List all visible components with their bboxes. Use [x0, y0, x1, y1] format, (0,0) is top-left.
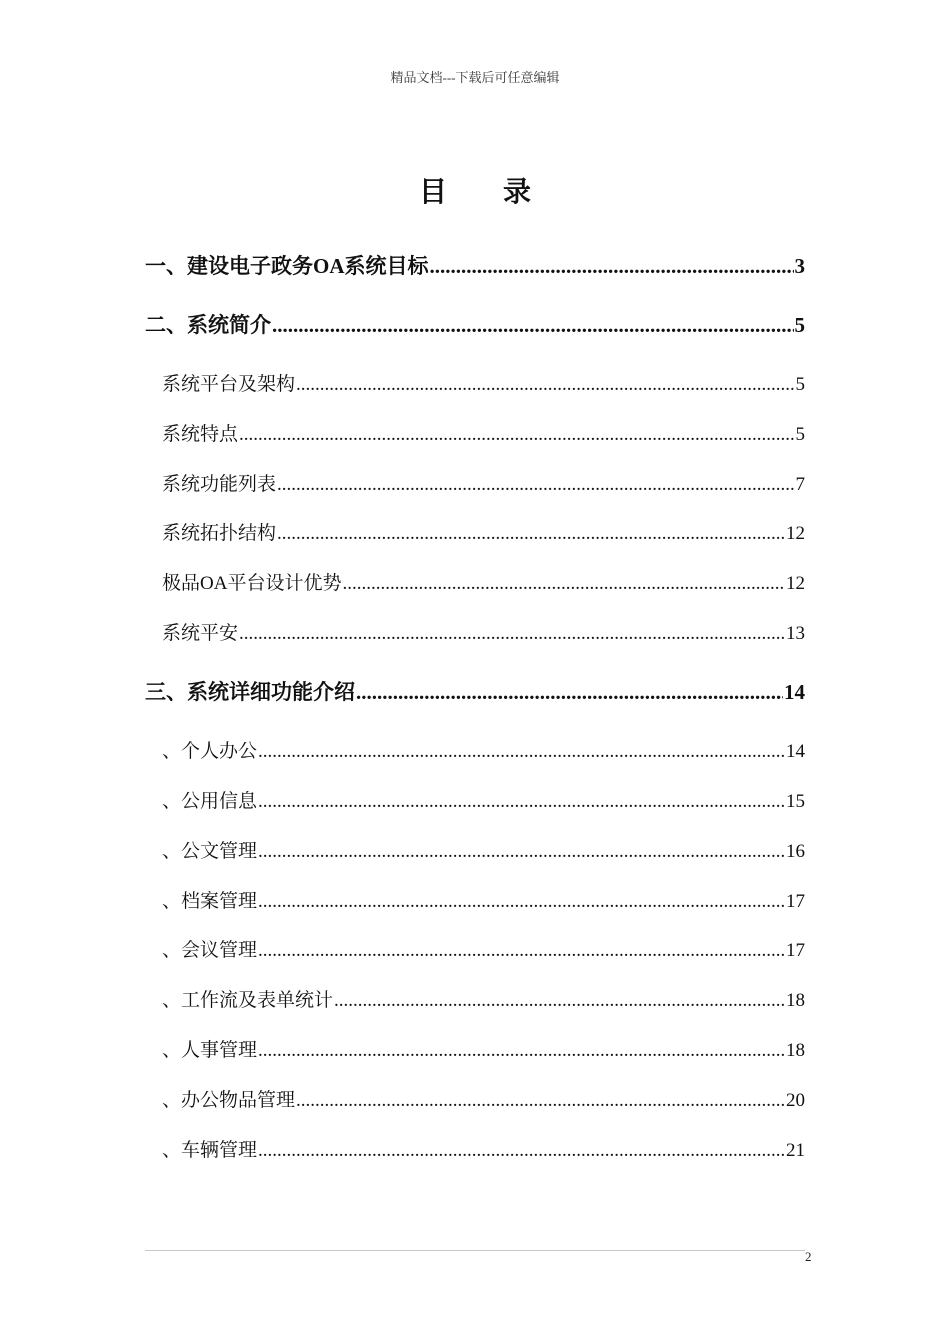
toc-dot-leader: [334, 990, 785, 1012]
toc-entry-label: 、会议管理: [162, 940, 258, 961]
toc-entry-page: 14: [784, 680, 805, 704]
toc-entry-page: 3: [794, 254, 805, 278]
toc-entry-page: 14: [786, 741, 805, 762]
toc-entry[interactable]: [162, 518, 805, 545]
toc-entry-label: 极品OA平台设计优势: [162, 573, 342, 594]
toc-dot-leader: [239, 424, 794, 446]
toc-entry[interactable]: [162, 469, 805, 496]
toc-dot-leader: [296, 374, 794, 396]
footer-divider: [145, 1250, 805, 1251]
toc-entry-page: 12: [786, 573, 805, 594]
toc-entry-page: 17: [786, 891, 805, 912]
toc-entry[interactable]: [162, 568, 805, 595]
toc-dot-leader: [356, 680, 783, 705]
toc-entry-label: 、公用信息: [162, 791, 258, 812]
toc-entry[interactable]: [162, 736, 805, 763]
toc-entry[interactable]: [162, 1035, 805, 1062]
toc-entry-label: 、个人办公: [162, 741, 258, 762]
toc-dot-leader: [342, 573, 785, 595]
toc-entry-label: 二、系统简介: [145, 313, 271, 337]
toc-dot-leader: [258, 841, 785, 863]
toc-entry-page: 20: [786, 1090, 805, 1111]
toc-entry-page: 7: [795, 474, 805, 495]
toc-dot-leader: [239, 623, 785, 645]
toc-entry[interactable]: [162, 419, 805, 446]
toc-entry-label: 、工作流及表单统计: [162, 990, 334, 1011]
toc-entry-page: 18: [786, 990, 805, 1011]
toc-entry-page: 5: [795, 374, 805, 395]
toc-entry-label: 系统平台及架构: [162, 374, 296, 395]
toc-dot-leader: [277, 523, 785, 545]
toc-dot-leader: [258, 891, 785, 913]
toc-entry-label: 系统特点: [162, 424, 239, 445]
toc-dot-leader: [296, 1090, 785, 1112]
toc-entry-label: 、公文管理: [162, 841, 258, 862]
toc-entry-page: 16: [786, 841, 805, 862]
toc-dot-leader: [258, 940, 785, 962]
page-number: 2: [805, 1249, 812, 1264]
toc-dot-leader: [258, 1040, 785, 1062]
toc-entry[interactable]: [162, 935, 805, 962]
toc-dot-leader: [258, 1140, 785, 1162]
toc-dot-leader: [430, 254, 794, 279]
toc-entry-label: 系统功能列表: [162, 474, 277, 495]
toc-entry-page: 12: [786, 523, 805, 544]
toc-dot-leader: [277, 474, 794, 496]
toc-entry[interactable]: [162, 1085, 805, 1112]
toc-title: 目录: [418, 177, 587, 208]
toc-entry-label: 、办公物品管理: [162, 1090, 296, 1111]
toc-entry[interactable]: [162, 786, 805, 813]
toc-entry[interactable]: [162, 1135, 805, 1162]
toc-entry[interactable]: [162, 886, 805, 913]
toc-entry[interactable]: [145, 309, 805, 339]
toc-entry[interactable]: [162, 985, 805, 1012]
toc-entry-page: 21: [786, 1140, 805, 1161]
toc-entry-label: 、人事管理: [162, 1040, 258, 1061]
toc-entry-page: 15: [786, 791, 805, 812]
toc-entry[interactable]: [162, 836, 805, 863]
toc-entry-page: 18: [786, 1040, 805, 1061]
toc-entry[interactable]: [162, 618, 805, 645]
toc-entry-page: 5: [795, 424, 805, 445]
toc-dot-leader: [258, 791, 785, 813]
toc-entry-page: 13: [786, 623, 805, 644]
toc-entry-label: 系统拓扑结构: [162, 523, 277, 544]
toc-entry-page: 17: [786, 940, 805, 961]
toc-entry[interactable]: [162, 369, 805, 396]
toc-entry-label: 一、建设电子政务OA系统目标: [145, 254, 429, 278]
toc-dot-leader: [272, 313, 794, 338]
toc-entry-label: 、车辆管理: [162, 1140, 258, 1161]
toc-entry-page: 5: [794, 313, 805, 337]
toc-entry[interactable]: [145, 676, 805, 706]
toc-entry[interactable]: [145, 250, 805, 280]
toc-entry-label: 三、系统详细功能介绍: [145, 680, 355, 704]
toc-dot-leader: [258, 741, 785, 763]
page-header-note: 精品文档---下载后可任意编辑: [390, 70, 560, 85]
toc-entry-label: 、档案管理: [162, 891, 258, 912]
toc-entry-label: 系统平安: [162, 623, 239, 644]
